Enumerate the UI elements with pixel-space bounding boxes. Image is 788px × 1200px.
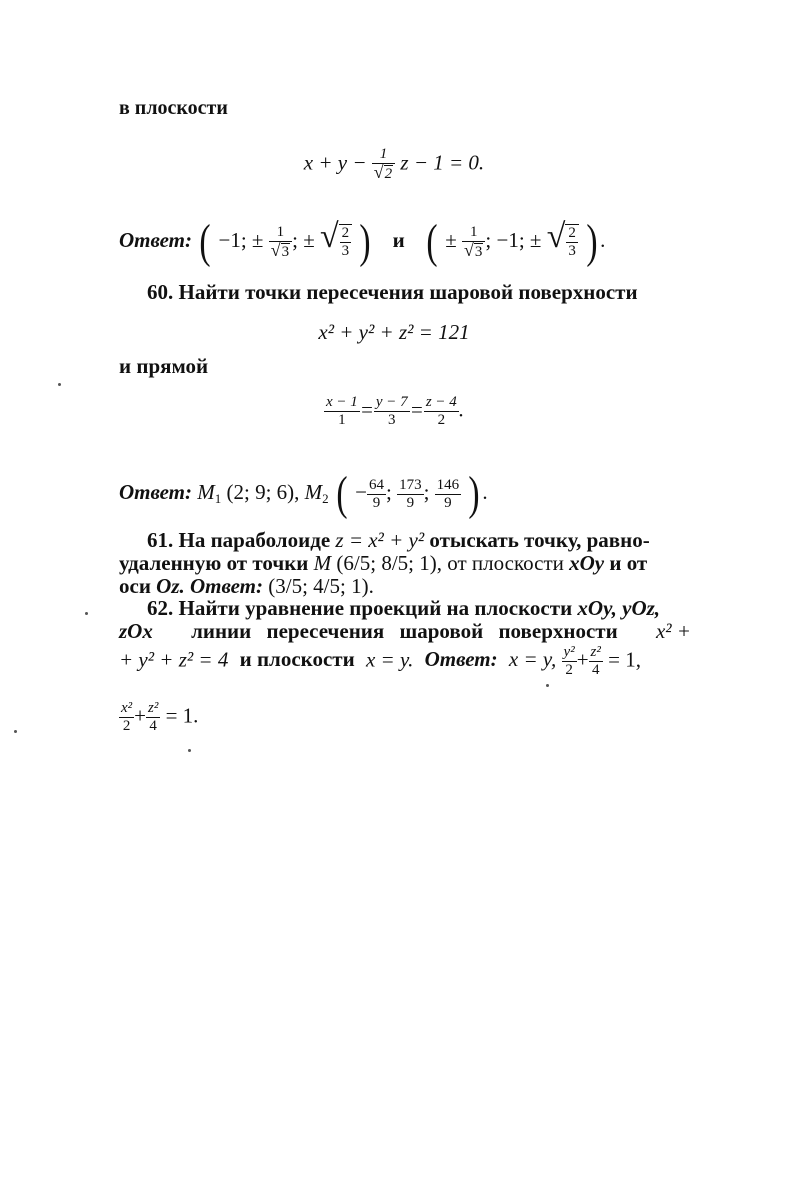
frac-denominator: 3 [568, 243, 576, 259]
plus-minus: ± [251, 227, 264, 252]
plane-xoy: xOy [569, 551, 605, 575]
problem-62-line-2 [119, 621, 691, 642]
problem-61-line-3 [119, 576, 374, 597]
scan-speck [58, 383, 61, 386]
plane-eq-fraction [372, 146, 395, 183]
m2-fraction-z [435, 477, 462, 512]
answer-label: Ответ: [119, 227, 192, 252]
intro-text: в плоскости [119, 97, 228, 119]
answer-1-value: −1; [218, 227, 247, 252]
answer-2-mid: ; −1; [485, 227, 525, 252]
sphere-eq-part: + y² + z² = 4 [119, 647, 229, 672]
frac-numerator: x − 1 [325, 394, 358, 410]
frac-denominator: 9 [435, 494, 462, 512]
problem-62-text: 62. Найти уравнение проекций на плоскости [147, 596, 573, 620]
sphere-eq-part: x² + [655, 619, 691, 643]
m2-fraction-y [397, 477, 424, 512]
point-m: M [313, 551, 332, 575]
equals-one: = 1, [608, 647, 641, 672]
problem-61-text: отыскать точку, равно- [429, 528, 650, 552]
frac-numerator: 146 [436, 476, 460, 493]
frac-numerator: y − 7 [375, 394, 408, 410]
frac-denominator: 9 [367, 494, 386, 512]
problem-61-line-2 [119, 553, 647, 574]
sqrt-radicand: 3 [281, 243, 290, 260]
sphere-equation: x² + y² + z² = 121 [318, 320, 470, 344]
point-m2: M [304, 479, 323, 504]
plus-sign: + [134, 703, 146, 728]
frac-numerator: 64 [368, 476, 384, 493]
close-paren: ) [586, 215, 598, 268]
answer-fraction-z2b [146, 700, 160, 735]
plane-equation [0, 146, 788, 183]
line-eq-fraction-y [374, 394, 410, 429]
point-m1: M [197, 479, 215, 504]
frac-numerator: 1 [276, 223, 285, 240]
close-paren: ) [359, 215, 371, 268]
period: . [458, 397, 465, 422]
frac-denominator: 1 [324, 411, 360, 429]
point-m1-subscript: 1 [214, 490, 222, 506]
answer-1-sqrt: √ $\frac{2}{3}$ [320, 220, 352, 260]
answer-2-fraction [462, 224, 485, 261]
problem-61-text: и от [609, 551, 648, 575]
problem-60-title: 60. Найти точки пересечения шаровой поверхности [147, 280, 638, 304]
frac-numerator: 2 [341, 225, 350, 241]
frac-denominator: 2 [562, 661, 577, 679]
frac-denominator: √3 [462, 241, 485, 261]
line-intro: и прямой [119, 354, 209, 378]
frac-numerator: 2 [568, 225, 576, 241]
frac-numerator: 1 [379, 146, 388, 162]
problem-62-line-4 [119, 700, 198, 735]
sqrt-radicand: 3 [474, 243, 483, 260]
problem-62-line-1 [147, 598, 660, 619]
frac-denominator: √3 [269, 241, 292, 261]
answer-label: Ответ: [190, 574, 264, 598]
separator: ; [292, 227, 298, 252]
frac-denominator: 2 [119, 717, 134, 735]
plane-zox: zOx [119, 619, 153, 643]
problem-61-line-1 [147, 530, 650, 551]
frac-numerator: x² [121, 700, 133, 716]
equals-one: = 1. [165, 703, 199, 728]
frac-numerator: z² [148, 700, 159, 716]
line-equation [0, 394, 788, 429]
frac-denominator: 4 [589, 661, 603, 679]
line-eq-fraction-z [424, 394, 459, 429]
answer-fraction-y2 [562, 644, 577, 679]
open-paren: ( [336, 467, 348, 520]
frac-denominator: 3 [374, 411, 410, 429]
answer-61-value: (3/5; 4/5; 1). [268, 574, 374, 598]
answer-fraction-x2 [119, 700, 134, 735]
point-m2-subscript: 2 [322, 490, 329, 506]
line-eq-fraction-x [324, 394, 360, 429]
m2-fraction-x [367, 477, 386, 512]
frac-denominator: 3 [341, 243, 350, 259]
answer-label: Ответ: [119, 479, 192, 504]
period: . [600, 227, 606, 252]
problem-62-line-3 [119, 644, 641, 679]
answer-1 [119, 215, 606, 268]
conjunction: и [392, 227, 405, 252]
frac-denominator: 4 [146, 717, 160, 735]
answer-x-eq-y: x = y, [508, 647, 557, 672]
problem-62-text: и плоскости [239, 647, 355, 672]
answer-fraction-z2 [589, 644, 603, 679]
plus-sign: + [576, 647, 589, 672]
scan-speck [188, 749, 191, 752]
problem-61-text: (6/5; 8/5; 1), от плоскости [336, 551, 564, 575]
problem-61-text: оси [119, 574, 151, 598]
scan-speck [14, 730, 17, 733]
plus-minus: ± [445, 227, 457, 252]
sqrt-radicand: 2 [384, 166, 393, 182]
problem-62-text: линии пересечения шаровой поверхности [191, 619, 618, 643]
frac-denominator: 2 [424, 411, 459, 429]
answer-1-fraction [269, 224, 292, 261]
answer-label: Ответ: [424, 647, 498, 672]
problem-61-text: 61. На параболоиде [147, 528, 331, 552]
scan-speck [546, 684, 549, 687]
paraboloid-equation: z = x² + y² [335, 528, 425, 552]
equals-sign: = [359, 397, 374, 422]
plus-minus: ± [529, 227, 542, 252]
plane-eq-right: z − 1 = 0. [400, 150, 485, 175]
equals-sign: = [409, 397, 424, 422]
open-paren: ( [199, 215, 211, 268]
problem-61-text: удаленную от точки [119, 551, 309, 575]
frac-numerator: 1 [469, 223, 478, 240]
close-paren: ) [468, 467, 481, 520]
frac-numerator: y² [563, 644, 575, 660]
scan-speck [85, 612, 88, 615]
plus-minus: ± [303, 227, 315, 252]
frac-denominator: 9 [397, 494, 424, 512]
frac-numerator: 173 [399, 476, 422, 493]
frac-numerator: z² [590, 644, 601, 660]
answer-2-sqrt: √ $\frac{2}{3}$ [547, 220, 579, 260]
answer-60: Ответ: $M_1$ (2; 9; 6), $M_2$ ( − $\frac{64}{9}$ ; $\frac{173}{9}$ ; $\frac{146}{9}$ ) . [119, 467, 488, 520]
open-paren: ( [426, 215, 438, 268]
axis-oz: Oz. [156, 574, 185, 598]
point-m1-coords: (2; 9; 6), [226, 479, 300, 504]
frac-denominator: √2 [372, 163, 395, 183]
plane-eq-left: x + y − [303, 150, 367, 175]
planes-list: xOy, yOz, [577, 596, 661, 620]
frac-numerator: z − 4 [425, 394, 457, 410]
plane-x-eq-y: x = y. [365, 647, 414, 672]
